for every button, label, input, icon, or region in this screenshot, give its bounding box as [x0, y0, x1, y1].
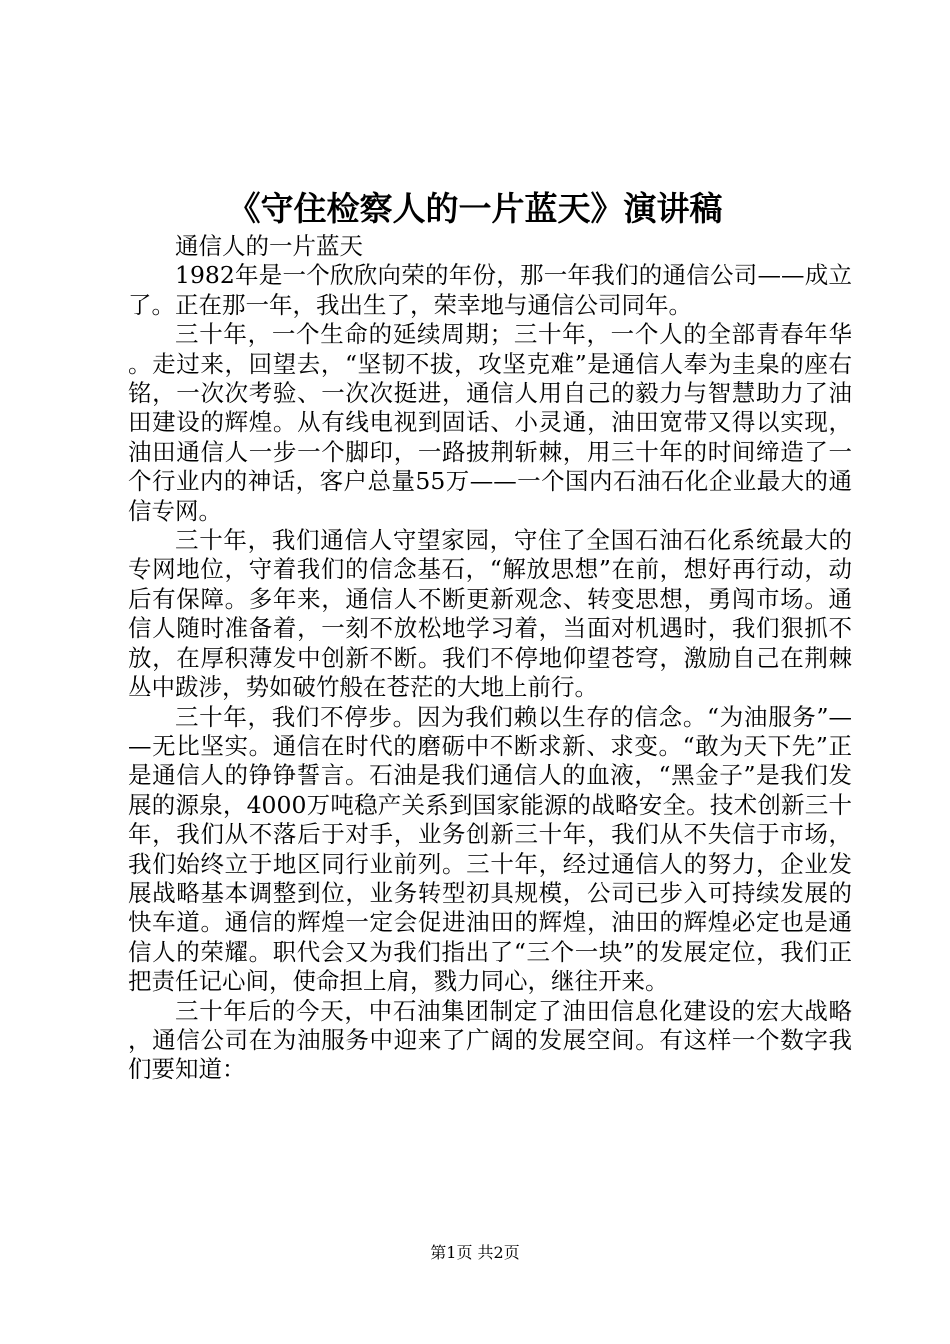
document-title: 《守住检察人的一片蓝天》演讲稿 [227, 189, 723, 228]
document-body [128, 232, 852, 1085]
paragraph: 三十年，一个生命的延续周期；三十年，一个人的全部青春年华。走过来，回望去，“坚韧不拔，攻坚克难”是通信人奉为圭臬的座右铭，一次次考验、一次次挺进，通信人用自己的毅力与智慧助力了油田建设的辉煌。从有线电视到固话、小灵通，油田宽带又得以实现，油田通信人一步一个脚印，一路披荆斩棘，用三十年的时间缔造了一个行业内的神话，客户总量55万——一个国内石油石化企业最大的通信专网。 [128, 320, 852, 525]
paragraph: 三十年，我们不停步。因为我们赖以生存的信念。“为油服务”——无比坚实。通信在时代的磨砺中不断求新、求变。“敢为天下先”正是通信人的铮铮誓言。石油是我们通信人的血液，“黑金子”是我们发展的源泉，4000万吨稳产关系到国家能源的战略安全。技术创新三十年，我们从不落后于对手，业务创新三十年，我们从不失信于市场，我们始终立于地区同行业前列。三十年，经过通信人的努力，企业发展战略基本调整到位，业务转型初具规模，公司已步入可持续发展的快车道。通信的辉煌一定会促进油田的辉煌，油田的辉煌必定也是通信人的荣耀。职代会又为我们指出了“三个一块”的发展定位，我们正把责任记心间，使命担上肩，戮力同心，继往开来。 [128, 702, 852, 996]
paragraph: 三十年，我们通信人守望家园，守住了全国石油石化系统最大的专网地位，守着我们的信念基石，“解放思想”在前，想好再行动，动后有保障。多年来，通信人不断更新观念、转变思想，勇闯市场。通信人随时准备着，一刻不放松地学习着，当面对机遇时，我们狠抓不放，在厚积薄发中创新不断。我们不停地仰望苍穹，激励自己在荆棘丛中跋涉，势如破竹般在苍茫的大地上前行。 [128, 526, 852, 702]
paragraph-subtitle: 通信人的一片蓝天 [175, 232, 363, 260]
page-number-footer: 第1页 共2页 [430, 1243, 520, 1262]
paragraph: 1982年是一个欣欣向荣的年份，那一年我们的通信公司——成立了。正在那一年，我出生了，荣幸地与通信公司同年。 [128, 261, 852, 319]
paragraph: 三十年后的今天，中石油集团制定了油田信息化建设的宏大战略，通信公司在为油服务中迎来了广阔的发展空间。有这样一个数字我们要知道： [128, 996, 852, 1084]
